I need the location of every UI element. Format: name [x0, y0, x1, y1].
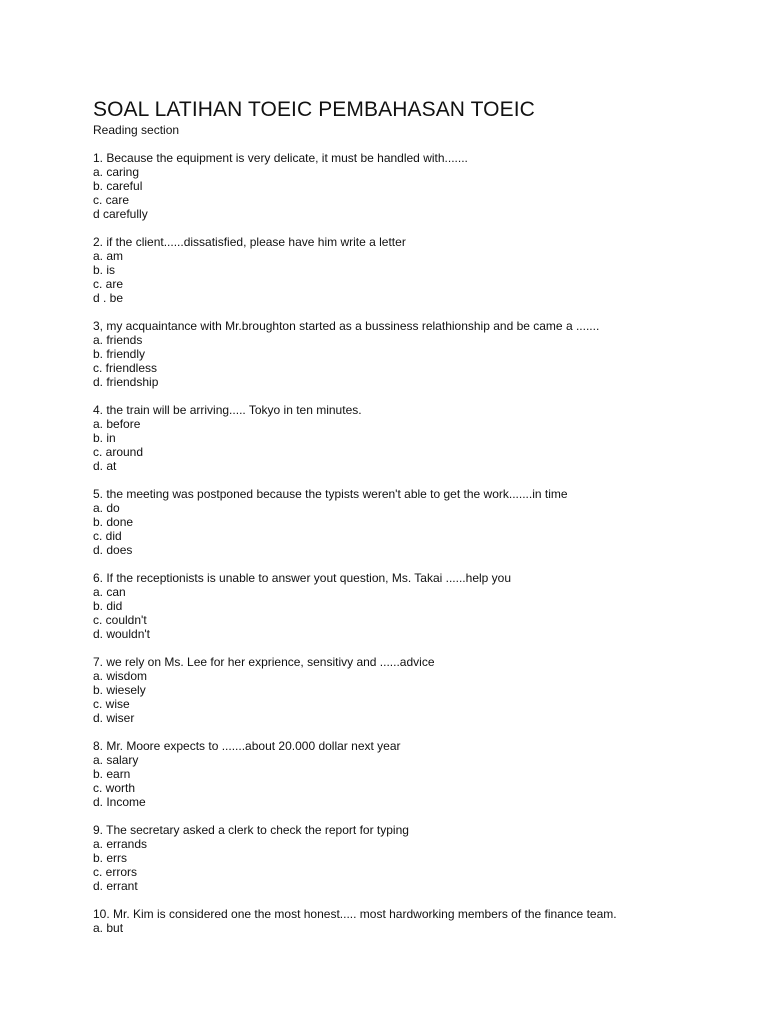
- question-text: 3, my acquaintance with Mr.broughton started as a bussiness relathionship and be came a .......: [93, 319, 600, 333]
- answer-option: d. errant: [93, 879, 138, 893]
- answer-option: c. wise: [93, 697, 130, 711]
- answer-option: a. do: [93, 501, 120, 515]
- answer-option: c. care: [93, 193, 130, 207]
- question-text: 8. Mr. Moore expects to .......about 20.000 dollar next year: [93, 739, 401, 753]
- question-item: [93, 823, 753, 893]
- question-item: [93, 571, 753, 641]
- answer-option: d. friendship: [93, 375, 159, 389]
- document-page: [93, 97, 753, 949]
- answer-option: b. earn: [93, 767, 131, 781]
- answer-option: d. does: [93, 543, 133, 557]
- answer-option: a. before: [93, 417, 141, 431]
- question-text: 6. If the receptionists is unable to answer yout question, Ms. Takai ......help you: [93, 571, 512, 585]
- answer-option: c. errors: [93, 865, 138, 879]
- answer-option: a. wisdom: [93, 669, 148, 683]
- question-item: [93, 739, 753, 809]
- answer-option: d . be: [93, 291, 124, 305]
- answer-option: b. friendly: [93, 347, 146, 361]
- answer-option: c. are: [93, 277, 124, 291]
- answer-option: a. am: [93, 249, 124, 263]
- answer-option: a. but: [93, 921, 124, 935]
- question-text: 2. if the client......dissatisfied, please have him write a letter: [93, 235, 406, 249]
- question-text: 10. Mr. Kim is considered one the most honest..... most hardworking members of the finance team.: [93, 907, 617, 921]
- question-text: 9. The secretary asked a clerk to check the report for typing: [93, 823, 409, 837]
- answer-option: b. done: [93, 515, 134, 529]
- question-item: [93, 907, 753, 935]
- question-item: [93, 403, 753, 473]
- question-text: 5. the meeting was postponed because the typists weren't able to get the work.......in time: [93, 487, 568, 501]
- answer-option: c. friendless: [93, 361, 158, 375]
- answer-option: d. at: [93, 459, 117, 473]
- answer-option: a. caring: [93, 165, 140, 179]
- answer-option: b. is: [93, 263, 116, 277]
- question-list: [93, 151, 753, 935]
- answer-option: b. in: [93, 431, 116, 445]
- question-text: 7. we rely on Ms. Lee for her exprience, sensitivy and ......advice: [93, 655, 435, 669]
- answer-option: a. salary: [93, 753, 139, 767]
- answer-option: d. Income: [93, 795, 146, 809]
- answer-option: b. errs: [93, 851, 128, 865]
- answer-option: d. wiser: [93, 711, 135, 725]
- answer-option: c. did: [93, 529, 122, 543]
- question-item: [93, 319, 753, 389]
- answer-option: d carefully: [93, 207, 148, 221]
- answer-option: b. careful: [93, 179, 143, 193]
- answer-option: b. wiesely: [93, 683, 146, 697]
- question-text: 4. the train will be arriving..... Tokyo in ten minutes.: [93, 403, 362, 417]
- question-text: 1. Because the equipment is very delicate, it must be handled with.......: [93, 151, 468, 165]
- question-item: [93, 235, 753, 305]
- answer-option: a. errands: [93, 837, 148, 851]
- answer-option: c. around: [93, 445, 144, 459]
- question-item: [93, 487, 753, 557]
- answer-option: b. did: [93, 599, 123, 613]
- answer-option: a. can: [93, 585, 126, 599]
- document-subtitle: Reading section: [93, 123, 180, 137]
- question-item: [93, 151, 753, 221]
- document-title: SOAL LATIHAN TOEIC PEMBAHASAN TOEIC: [93, 98, 535, 121]
- answer-option: a. friends: [93, 333, 143, 347]
- answer-option: c. worth: [93, 781, 136, 795]
- question-item: [93, 655, 753, 725]
- answer-option: d. wouldn't: [93, 627, 150, 641]
- answer-option: c. couldn't: [93, 613, 147, 627]
